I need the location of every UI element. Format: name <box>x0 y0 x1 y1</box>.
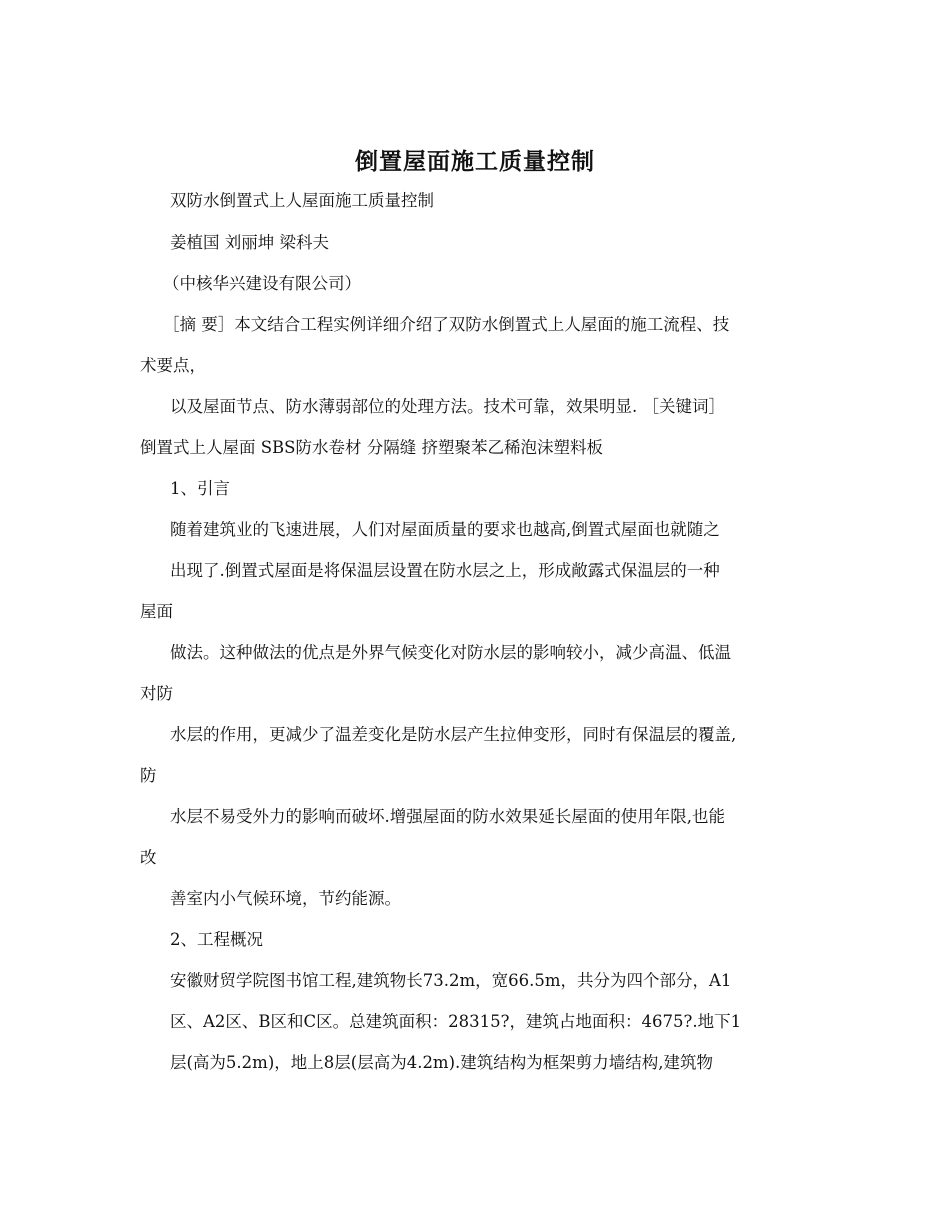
paragraph-line: 对防 <box>140 684 173 703</box>
keywords-line: 倒置式上人屋面 SBS防水卷材 分隔缝 挤塑聚苯乙稀泡沫塑料板 <box>140 438 603 457</box>
paragraph-line: 善室内小气候环境，节约能源。 <box>170 889 401 908</box>
paragraph-line: 出现了.倒置式屋面是将保温层设置在防水层之上，形成敞露式保温层的一种 <box>170 561 720 580</box>
section-heading: 2、工程概况 <box>170 930 263 949</box>
abstract-line: ［摘 要］本文结合工程实例详细介绍了双防水倒置式上人屋面的施工流程、技 <box>163 315 730 334</box>
paragraph-line: 水层不易受外力的影响而破坏.增强屋面的防水效果延长屋面的使用年限,也能 <box>170 807 725 826</box>
authors: 姜植国 刘丽坤 梁科夫 <box>170 233 329 252</box>
paragraph-line: 防 <box>140 766 157 785</box>
paragraph-line: 屋面 <box>140 602 173 621</box>
abstract-line: 术要点， <box>140 356 206 375</box>
paragraph-line: 区、A2区、B区和C区。总建筑面积：28315?，建筑占地面积：4675?.地下1 <box>170 1012 742 1031</box>
paragraph-line: 水层的作用，更减少了温差变化是防水层产生拉伸变形，同时有保温层的覆盖, <box>170 725 737 744</box>
subtitle: 双防水倒置式上人屋面施工质量控制 <box>170 191 434 210</box>
document-title: 倒置屋面施工质量控制 <box>355 148 595 175</box>
paragraph-line: 改 <box>140 848 157 867</box>
paragraph-line: 安徽财贸学院图书馆工程,建筑物长73.2m，宽66.5m，共分为四个部分，A1 <box>170 971 732 990</box>
abstract-line: 以及屋面节点、防水薄弱部位的处理方法。技术可靠，效果明显. ［关键词］ <box>170 397 725 416</box>
paragraph-line: 随着建筑业的飞速进展，人们对屋面质量的要求也越高,倒置式屋面也就随之 <box>170 520 720 539</box>
paragraph-line: 做法。这种做法的优点是外界气候变化对防水层的影响较小，减少高温、低温 <box>170 643 731 662</box>
section-heading: 1、引言 <box>170 479 230 498</box>
paragraph-line: 层(高为5.2m)，地上8层(层高为4.2m).建筑结构为框架剪力墙结构,建筑物 <box>170 1053 714 1072</box>
affiliation: （中核华兴建设有限公司） <box>163 274 361 293</box>
